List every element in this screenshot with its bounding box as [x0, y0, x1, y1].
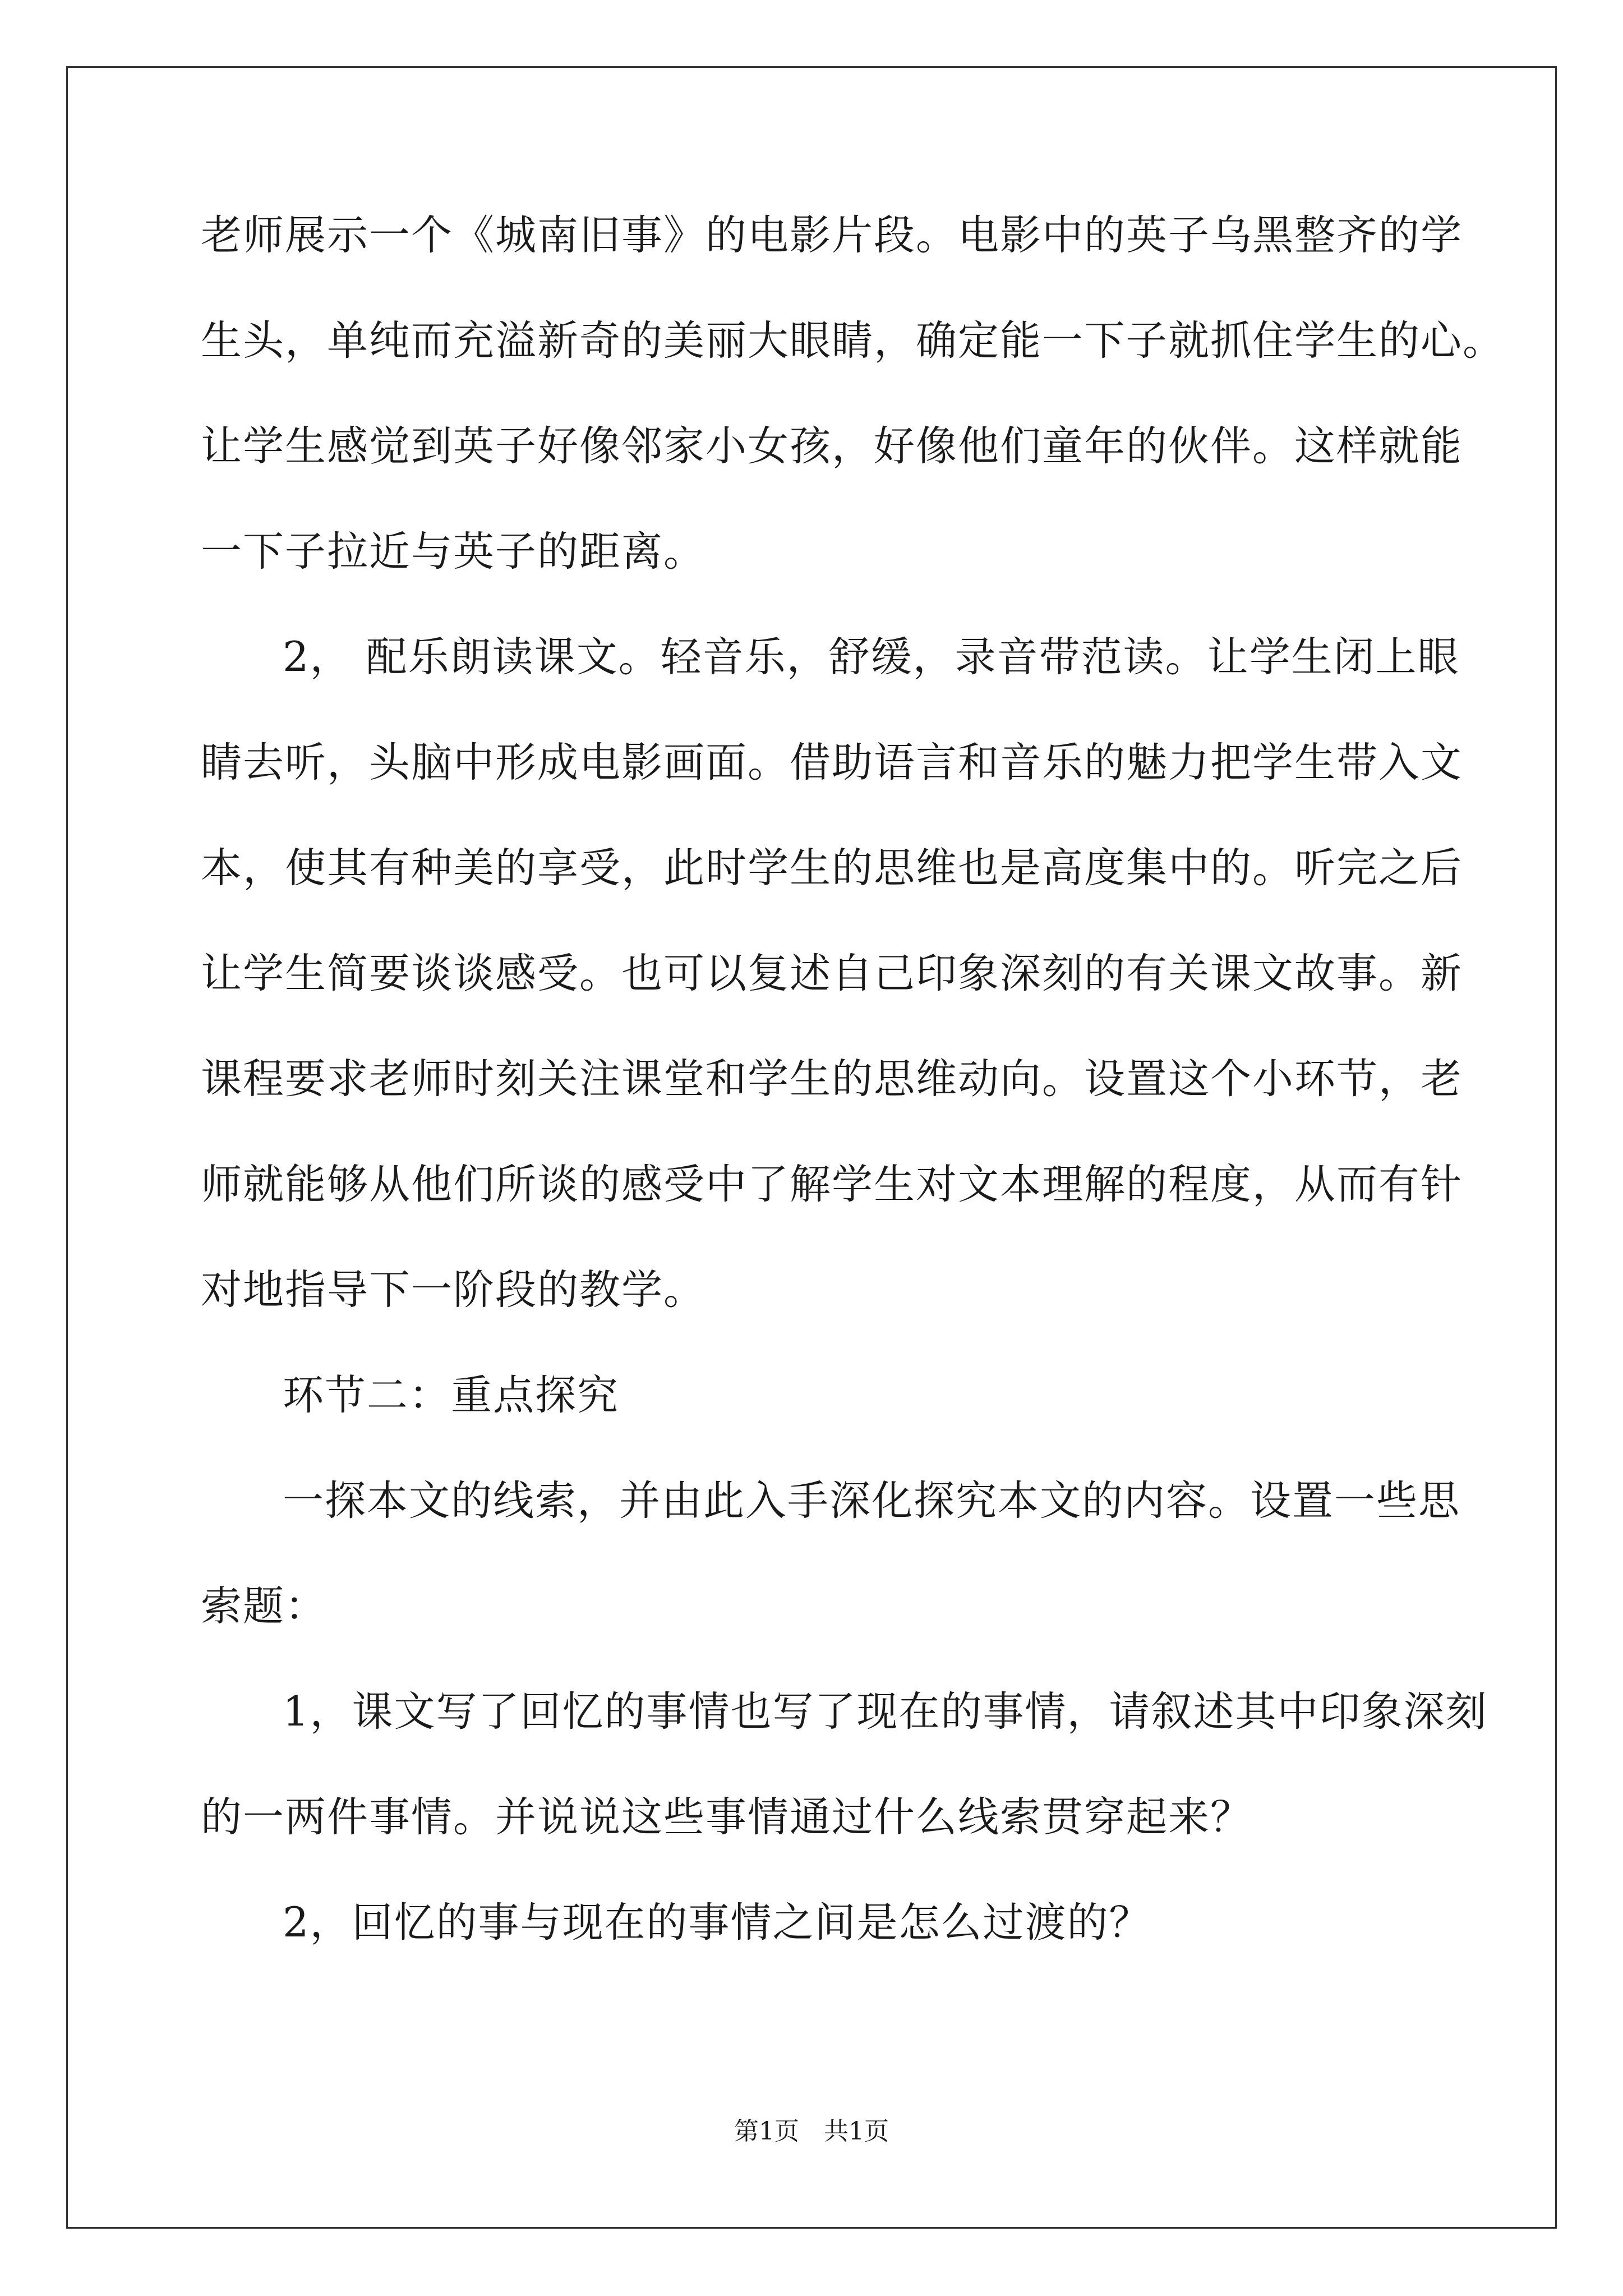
page-footer: 第1页 共1页 [734, 2117, 889, 2146]
text-line: 2，回忆的事与现在的事情之间是怎么过渡的？ [283, 1899, 1151, 1947]
text-line: 一下子拉近与英子的距离。 [201, 528, 706, 576]
text-line: 让学生感觉到英子好像邻家小女孩，好像他们童年的伙伴。这样就能 [201, 422, 1463, 470]
text-line: 1，课文写了回忆的事情也写了现在的事情，请叙述其中印象深刻 [283, 1688, 1488, 1736]
text-line: 对地指导下一阶段的教学。 [201, 1266, 706, 1314]
text-line: 的一两件事情。并说说这些事情通过什么线索贯穿起来？ [201, 1793, 1252, 1841]
text-line: 师就能够从他们所谈的感受中了解学生对文本理解的程度，从而有针 [201, 1161, 1463, 1208]
text-line: 一探本文的线索，并由此入手深化探究本文的内容。设置一些思 [283, 1477, 1460, 1525]
text-line: 本，使其有种美的享受，此时学生的思维也是高度集中的。听完之后 [201, 844, 1463, 892]
section-heading: 环节二：重点探究 [283, 1372, 619, 1419]
text-line: 老师展示一个《城南旧事》的电影片段。电影中的英子乌黑整齐的学 [201, 211, 1463, 259]
text-line: 睛去听，头脑中形成电影画面。借助语言和音乐的魅力把学生带入文 [201, 739, 1463, 786]
text-line: 课程要求老师时刻关注课堂和学生的思维动向。设置这个小环节，老 [201, 1055, 1463, 1103]
text-line: 2， 配乐朗读课文。轻音乐，舒缓，录音带范读。让学生闭上眼 [283, 633, 1460, 681]
text-line: 生头，单纯而充溢新奇的美丽大眼睛，确定能一下子就抓住学生的心。 [201, 317, 1505, 365]
text-line: 索题： [201, 1582, 327, 1630]
text-line: 让学生简要谈谈感受。也可以复述自己印象深刻的有关课文故事。新 [201, 950, 1463, 997]
